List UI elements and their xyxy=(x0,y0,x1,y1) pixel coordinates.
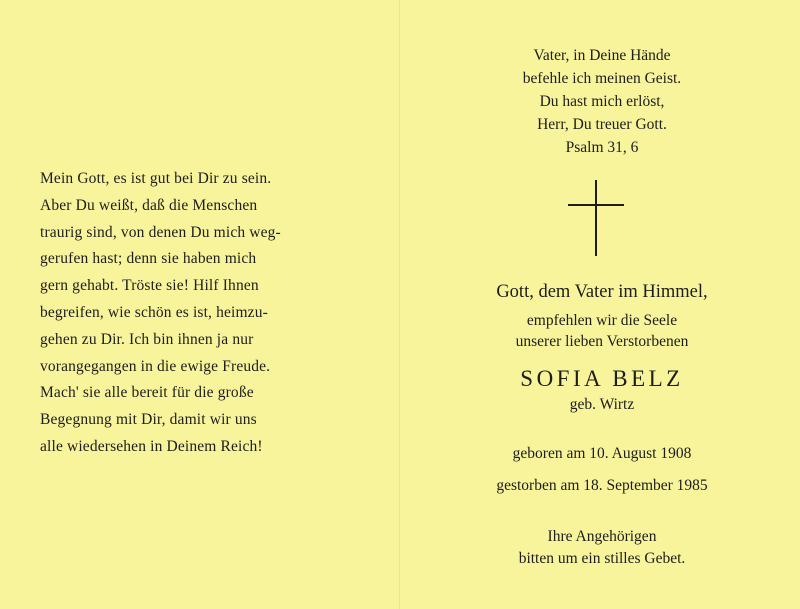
prayer-line: Mein Gott, es ist gut bei Dir zu sein. xyxy=(40,170,272,187)
prayer-line: gerufen hast; denn sie haben mich xyxy=(40,250,257,268)
prayer-text xyxy=(40,166,360,461)
birth-date: geboren am 10. August 1908 xyxy=(512,445,692,462)
latin-cross-icon xyxy=(568,180,624,256)
dedication-heading: Gott, dem Vater im Himmel, xyxy=(496,282,708,302)
dedication-line: empfehlen wir die Seele xyxy=(526,312,678,329)
prayer-line: gern gehabt. Tröste sie! Hilf Ihnen xyxy=(40,277,259,295)
psalm-verse xyxy=(404,44,800,159)
closing-line: bitten um ein stilles Gebet. xyxy=(518,550,686,567)
death-date: gestorben am 18. September 1985 xyxy=(496,477,708,494)
fold-line xyxy=(399,0,400,609)
prayer-line: gehen zu Dir. Ich bin ihnen ja nur xyxy=(40,330,254,348)
prayer-line: alle wiedersehen in Deinem Reich! xyxy=(40,437,263,455)
prayer-line: Begegnung mit Dir, damit wir uns xyxy=(40,411,257,429)
psalm-line: Herr, Du treuer Gott. xyxy=(537,116,667,133)
deceased-name: SOFIA BELZ xyxy=(520,366,684,391)
psalm-line: befehle ich meinen Geist. xyxy=(522,70,682,87)
prayer-line: traurig sind, von denen Du mich weg- xyxy=(40,223,281,241)
dedication-line: unserer lieben Verstorbenen xyxy=(515,333,689,350)
psalm-reference: Psalm 31, 6 xyxy=(565,139,639,156)
prayer-line: begreifen, wie schön es ist, heimzu- xyxy=(40,303,268,321)
closing-line: Ihre Angehörigen xyxy=(547,528,657,545)
closing-note xyxy=(404,526,800,570)
psalm-line: Vater, in Deine Hände xyxy=(533,47,671,64)
maiden-name: geb. Wirtz xyxy=(569,396,635,413)
dedication-subtext xyxy=(404,310,800,352)
prayer-line: Aber Du weißt, daß die Menschen xyxy=(40,196,258,214)
prayer-line: vorangegangen in die ewige Freude. xyxy=(40,357,271,375)
psalm-line: Du hast mich erlöst, xyxy=(539,93,665,110)
prayer-line: Mach' sie alle bereit für die große xyxy=(40,384,254,402)
